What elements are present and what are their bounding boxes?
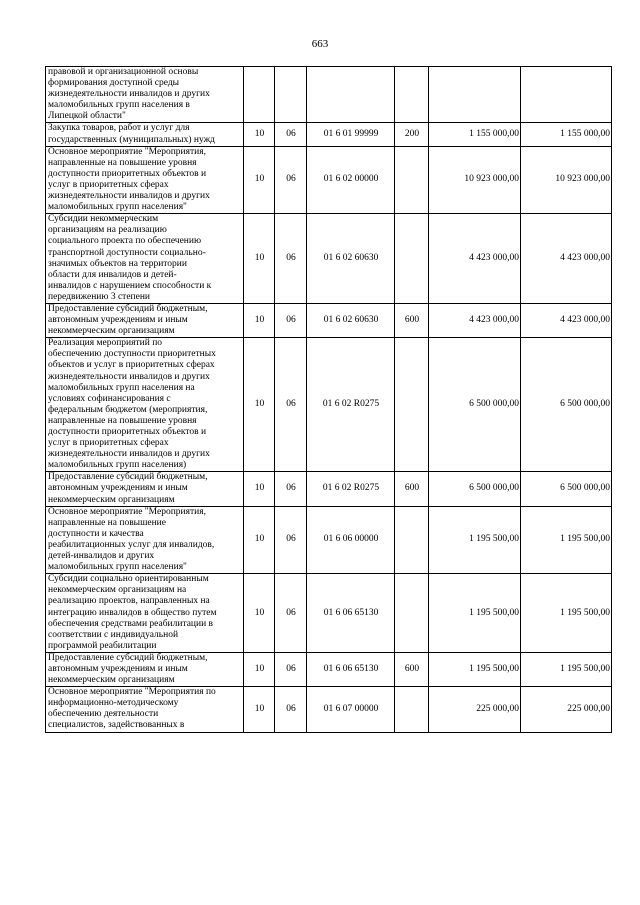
table-body [46,67,612,733]
subsection-code-cell: 06 [275,146,307,214]
subsection-code-cell: 06 [275,687,307,732]
subsection-code-cell: 06 [275,303,307,337]
table-row [46,338,612,472]
table-row [46,652,612,686]
row-name-cell: Субсидии социально ориентированным некоммерческим организациям на реализацию проектов, направленных на интеграцию инвалидов в общество путем обеспечения средствами реабилитации в соответствии с индивидуальной программой реабилитации [46,574,244,653]
amount-cell-2: 1 195 500,00 [521,506,612,574]
section-code-cell: 10 [244,574,275,653]
section-code-cell: 10 [244,652,275,686]
amount-cell-2: 1 195 500,00 [521,574,612,653]
subsection-code-cell: 06 [275,338,307,472]
expense-type-code-cell [395,146,429,214]
amount-cell: 225 000,00 [429,687,521,732]
section-code-cell: 10 [244,687,275,732]
row-name-cell: Основное мероприятие "Мероприятия по информационно-методическому обеспечению деятельности специалистов, задействованных в [46,687,244,732]
amount-cell: 1 195 500,00 [429,574,521,653]
page-number: 663 [311,38,329,50]
amount-cell: 1 195 500,00 [429,506,521,574]
amount-cell-2: 4 423 000,00 [521,214,612,304]
row-name-cell: Субсидии некоммерческим организациям на реализацию социального проекта по обеспечению транспортной доступности социально- значимых объектов на территории области для инвалидов и детей- инвалидов с нарушением способности к передвижению 3 степени [46,214,244,304]
amount-cell: 6 500 000,00 [429,472,521,506]
target-article-code-cell [307,67,395,123]
section-code-cell: 10 [244,472,275,506]
amount-cell: 1 155 000,00 [429,123,521,146]
target-article-code-cell: 01 6 06 65130 [307,652,395,686]
table-row [46,506,612,574]
amount-cell-2: 6 500 000,00 [521,338,612,472]
expense-type-code-cell: 600 [395,472,429,506]
expense-type-code-cell [395,687,429,732]
table-row [46,687,612,732]
amount-cell-2: 1 155 000,00 [521,123,612,146]
amount-cell: 6 500 000,00 [429,338,521,472]
section-code-cell [244,67,275,123]
expense-type-code-cell [395,67,429,123]
row-name-cell: правовой и организационной основы формирования доступной среды жизнедеятельности инвалидов и других маломобильных групп населения в Липецкой области" [46,67,244,123]
budget-table [45,66,612,733]
amount-cell-2: 6 500 000,00 [521,472,612,506]
expense-type-code-cell [395,574,429,653]
amount-cell: 4 423 000,00 [429,214,521,304]
expense-type-code-cell [395,214,429,304]
subsection-code-cell: 06 [275,574,307,653]
section-code-cell: 10 [244,303,275,337]
amount-cell-2: 225 000,00 [521,687,612,732]
expense-type-code-cell [395,338,429,472]
row-name-cell: Закупка товаров, работ и услуг для государственных (муниципальных) нужд [46,123,244,146]
subsection-code-cell: 06 [275,123,307,146]
expense-type-code-cell: 600 [395,303,429,337]
amount-cell: 1 195 500,00 [429,652,521,686]
table-row [46,214,612,304]
table-row [46,472,612,506]
section-code-cell: 10 [244,214,275,304]
subsection-code-cell [275,67,307,123]
amount-cell-2 [521,67,612,123]
subsection-code-cell: 06 [275,214,307,304]
row-name-cell: Предоставление субсидий бюджетным, автономным учреждениям и иным некоммерческим организациям [46,652,244,686]
table-row [46,146,612,214]
expense-type-code-cell: 200 [395,123,429,146]
target-article-code-cell: 01 6 02 60630 [307,303,395,337]
target-article-code-cell: 01 6 07 00000 [307,687,395,732]
target-article-code-cell: 01 6 02 00000 [307,146,395,214]
subsection-code-cell: 06 [275,472,307,506]
section-code-cell: 10 [244,338,275,472]
target-article-code-cell: 01 6 06 00000 [307,506,395,574]
target-article-code-cell: 01 6 06 65130 [307,574,395,653]
target-article-code-cell: 01 6 01 99999 [307,123,395,146]
target-article-code-cell: 01 6 02 R0275 [307,472,395,506]
amount-cell-2: 1 195 500,00 [521,652,612,686]
subsection-code-cell: 06 [275,652,307,686]
section-code-cell: 10 [244,506,275,574]
expense-type-code-cell [395,506,429,574]
table-row [46,67,612,123]
subsection-code-cell: 06 [275,506,307,574]
amount-cell-2: 4 423 000,00 [521,303,612,337]
row-name-cell: Основное мероприятие "Мероприятия, направленные на повышение уровня доступности приоритетных объектов и услуг в приоритетных сферах жизнедеятельности инвалидов и других маломобильных групп населения" [46,146,244,214]
row-name-cell: Предоставление субсидий бюджетным, автономным учреждениям и иным некоммерческим организациям [46,303,244,337]
amount-cell: 10 923 000,00 [429,146,521,214]
row-name-cell: Основное мероприятие "Мероприятия, направленные на повышение доступности и качества реабилитационных услуг для инвалидов, детей-инвалидов и других маломобильных групп населения" [46,506,244,574]
row-name-cell: Предоставление субсидий бюджетным, автономным учреждениям и иным некоммерческим организациям [46,472,244,506]
section-code-cell: 10 [244,123,275,146]
table-row [46,123,612,146]
amount-cell: 4 423 000,00 [429,303,521,337]
expense-type-code-cell: 600 [395,652,429,686]
target-article-code-cell: 01 6 02 60630 [307,214,395,304]
amount-cell-2: 10 923 000,00 [521,146,612,214]
section-code-cell: 10 [244,146,275,214]
target-article-code-cell: 01 6 02 R0275 [307,338,395,472]
amount-cell [429,67,521,123]
table-row [46,574,612,653]
row-name-cell: Реализация мероприятий по обеспечению доступности приоритетных объектов и услуг в приоритетных сферах жизнедеятельности инвалидов и других маломобильных групп населения на условиях софинансирования с федеральным бюджетом (мероприятия, направленные на повышение уровня доступности приоритетных объектов и услуг в приоритетных сферах жизнедеятельности инвалидов и других маломобильных групп населения) [46,338,244,472]
table-row [46,303,612,337]
